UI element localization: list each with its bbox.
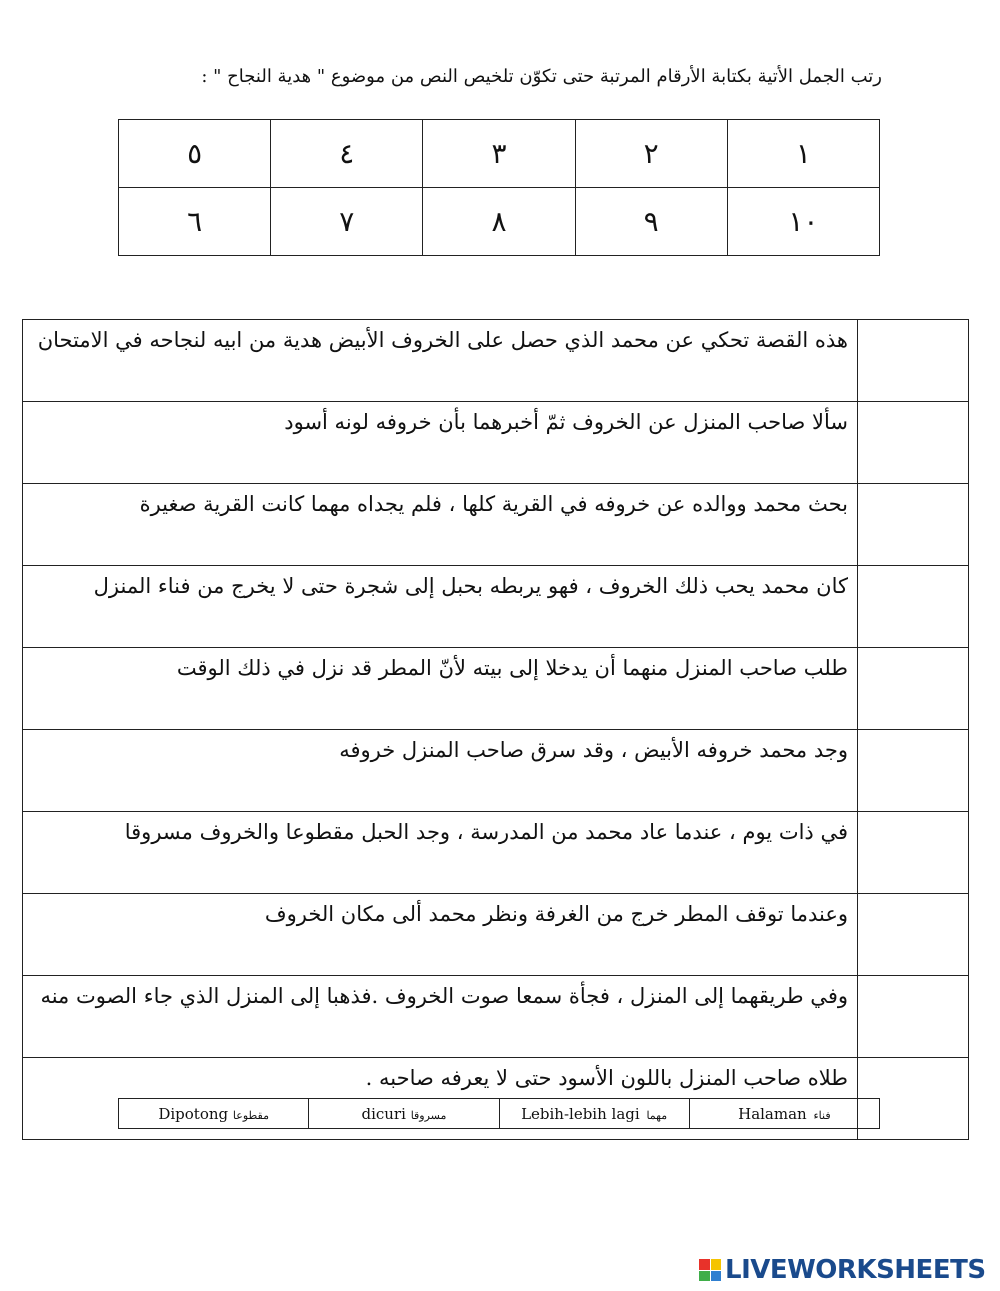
sentence-row xyxy=(23,320,969,402)
mark-square-yellow xyxy=(711,1259,722,1270)
sentence-text: طلب صاحب المنزل منهما أن يدخلا إلى بيته لأنّ المطر قد نزل في ذلك الوقت xyxy=(23,648,858,730)
number-grid xyxy=(118,119,880,256)
sentence-row xyxy=(23,894,969,976)
answer-box[interactable] xyxy=(858,812,969,894)
answer-box[interactable] xyxy=(858,894,969,976)
glossary-meaning: Lebih-lebih lagi xyxy=(521,1104,640,1123)
number-cell: ١ xyxy=(727,120,879,188)
number-cell: ٤ xyxy=(271,120,423,188)
sentence-row xyxy=(23,730,969,812)
glossary-arabic: فناء xyxy=(813,1108,831,1122)
sentence-text: سألا صاحب المنزل عن الخروف ثمّ أخبرهما بأن خروفه لونه أسود xyxy=(23,402,858,484)
number-grid-row xyxy=(119,120,880,188)
glossary-meaning: Halaman xyxy=(738,1104,807,1123)
number-cell: ٢ xyxy=(575,120,727,188)
number-cell: ٦ xyxy=(119,188,271,256)
number-cell: ١٠ xyxy=(727,188,879,256)
mark-square-blue xyxy=(711,1271,722,1282)
answer-box[interactable] xyxy=(858,402,969,484)
glossary-cell xyxy=(499,1099,689,1129)
sentence-row xyxy=(23,484,969,566)
sentences-table xyxy=(22,319,969,1140)
brand-name: LIVEWORKSHEETS xyxy=(725,1255,986,1285)
liveworksheets-logo xyxy=(699,1256,986,1284)
sentence-text: وعندما توقف المطر خرج من الغرفة ونظر محمد ألى مكان الخروف xyxy=(23,894,858,976)
sentence-text: وفي طريقهما إلى المنزل ، فجأة سمعا صوت الخروف .فذهبا إلى المنزل الذي جاء الصوت منه xyxy=(23,976,858,1058)
number-cell: ٨ xyxy=(423,188,575,256)
mark-square-green xyxy=(699,1271,710,1282)
sentence-row xyxy=(23,812,969,894)
glossary-cell xyxy=(689,1099,879,1129)
glossary-cell xyxy=(309,1099,499,1129)
glossary-row xyxy=(119,1099,880,1129)
glossary-table xyxy=(118,1098,880,1129)
sentence-text: وجد محمد خروفه الأبيض ، وقد سرق صاحب المنزل خروفه xyxy=(23,730,858,812)
glossary-arabic: مسروقا xyxy=(410,1108,447,1122)
instruction: رتب الجمل الأتية بكتابة الأرقام المرتبة حتى تكوّن تلخيص النص من موضوع " هدية النجاح " : xyxy=(201,66,882,87)
answer-box[interactable] xyxy=(858,320,969,402)
liveworksheets-mark-icon xyxy=(699,1259,721,1281)
glossary-meaning: Dipotong xyxy=(158,1104,229,1123)
answer-box[interactable] xyxy=(858,566,969,648)
sentence-text: كان محمد يحب ذلك الخروف ، فهو يربطه بحبل إلى شجرة حتى لا يخرج من فناء المنزل xyxy=(23,566,858,648)
number-grid-row xyxy=(119,188,880,256)
sentence-row xyxy=(23,648,969,730)
sentence-row xyxy=(23,402,969,484)
glossary-meaning: dicuri xyxy=(361,1104,406,1123)
sentence-row xyxy=(23,566,969,648)
glossary-arabic: مقطوعا xyxy=(232,1108,269,1122)
answer-box[interactable] xyxy=(858,648,969,730)
glossary-cell xyxy=(119,1099,309,1129)
number-cell: ٩ xyxy=(575,188,727,256)
sentence-text: طلاه صاحب المنزل باللون الأسود حتى لا يعرفه صاحبه . xyxy=(23,1058,858,1140)
number-cell: ٥ xyxy=(119,120,271,188)
answer-box[interactable] xyxy=(858,484,969,566)
sentence-text: هذه القصة تحكي عن محمد الذي حصل على الخروف الأبيض هدية من ابيه لنجاحه في الامتحان xyxy=(23,320,858,402)
mark-square-red xyxy=(699,1259,710,1270)
number-cell: ٣ xyxy=(423,120,575,188)
sentence-row xyxy=(23,976,969,1058)
answer-box[interactable] xyxy=(858,730,969,812)
number-cell: ٧ xyxy=(271,188,423,256)
answer-box[interactable] xyxy=(858,976,969,1058)
sentence-text: بحث محمد ووالده عن خروفه في القرية كلها ، فلم يجداه مهما كانت القرية صغيرة xyxy=(23,484,858,566)
sentence-text: في ذات يوم ، عندما عاد محمد من المدرسة ، وجد الحبل مقطوعا والخروف مسروقا xyxy=(23,812,858,894)
glossary-arabic: مهما xyxy=(646,1108,668,1122)
